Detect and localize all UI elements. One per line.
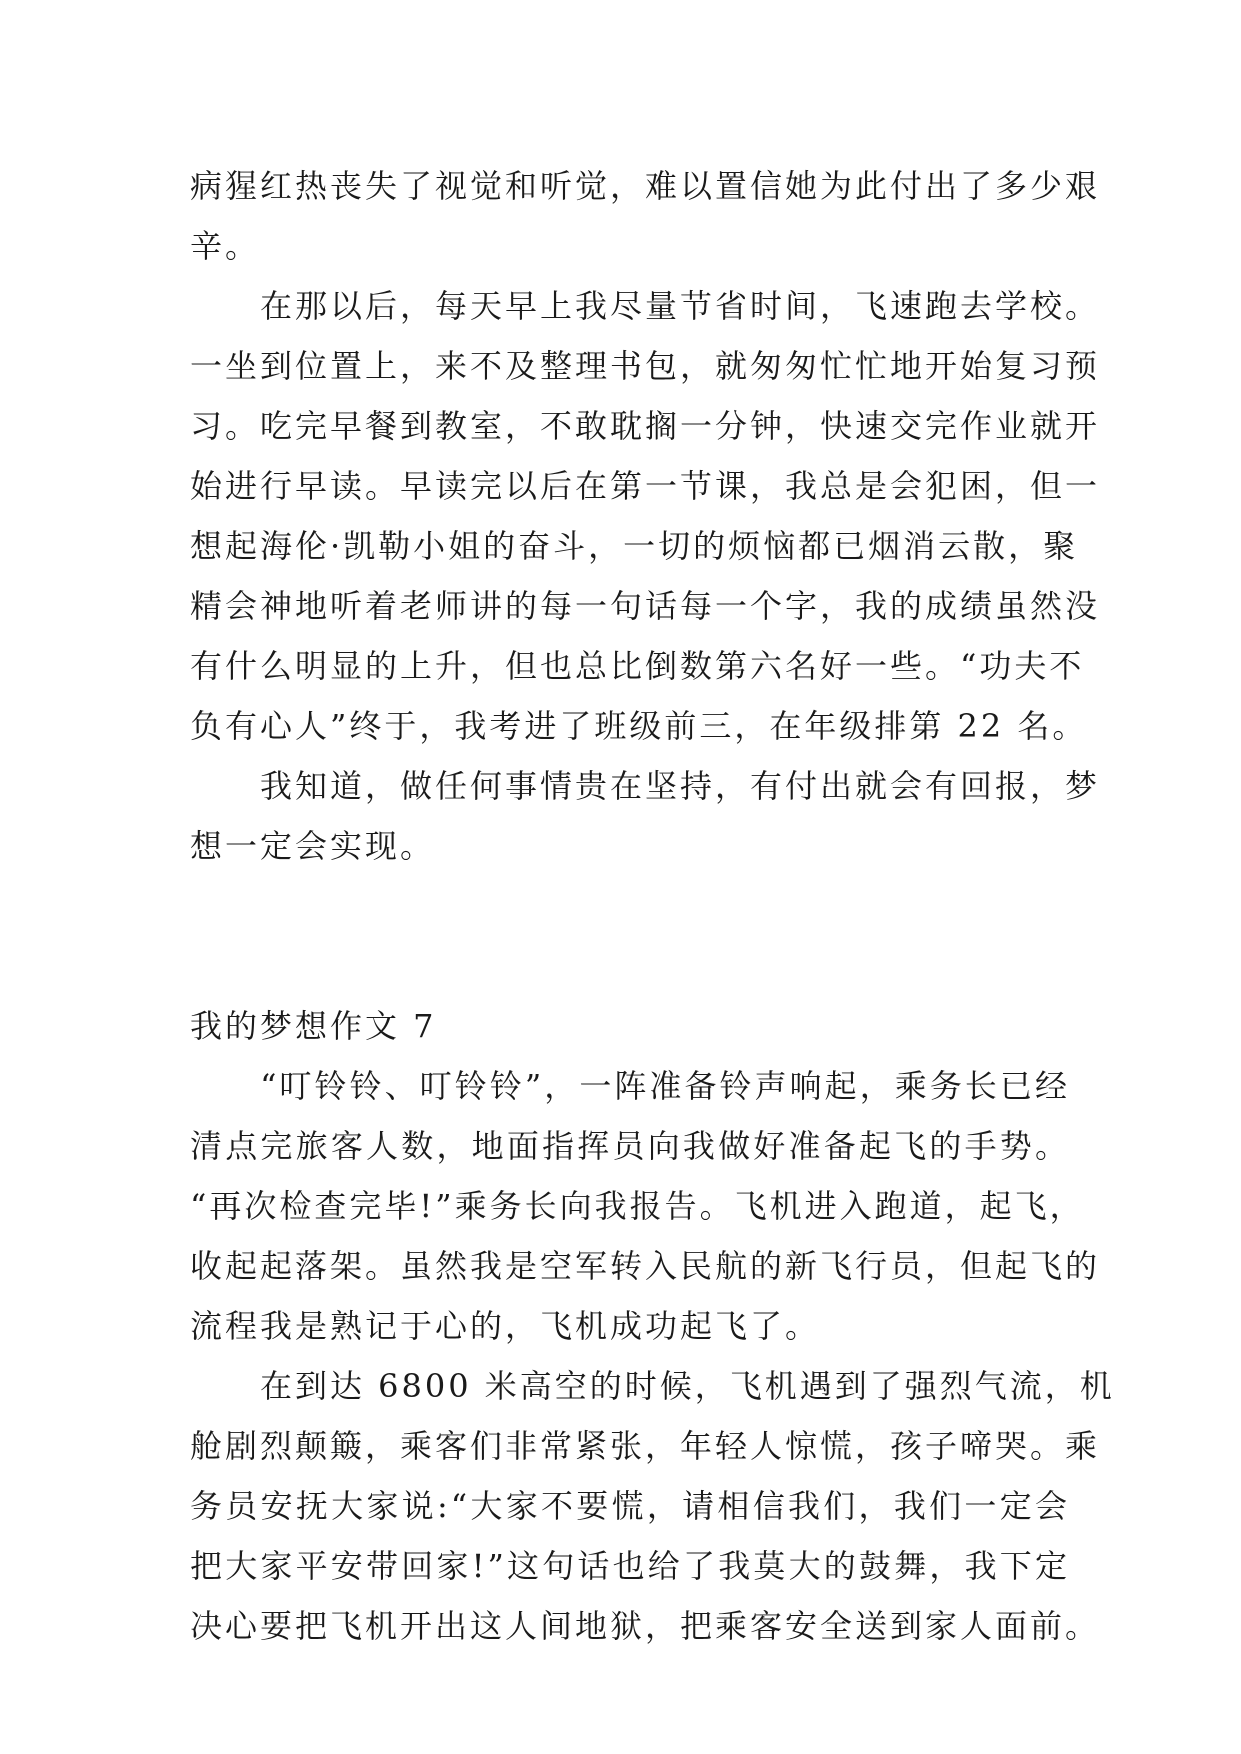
text-line: “再次检查完毕!”乘务长向我报告。飞机进入跑道，起飞， (190, 1187, 1085, 1225)
text-line: 流程我是熟记于心的，飞机成功起飞了。 (190, 1307, 821, 1345)
text-line: 把大家平安带回家!”这句话也给了我莫大的鼓舞，我下定 (190, 1547, 1070, 1585)
text-line: 精会神地听着老师讲的每一句话每一个字，我的成绩虽然没 (190, 587, 1101, 625)
text-line: 在到达 6800 米高空的时候，飞机遇到了强烈气流，机 (190, 1367, 1115, 1405)
paragraph (190, 756, 1101, 876)
text-line: 清点完旅客人数，地面指挥员向我做好准备起飞的手势。 (190, 1127, 1070, 1165)
text-line: 辛。 (190, 227, 261, 265)
text-line: 病猩红热丧失了视觉和听觉，难以置信她为此付出了多少艰 (190, 167, 1101, 205)
text-line: “叮铃铃、叮铃铃”，一阵准备铃声响起，乘务长已经 (190, 1067, 1070, 1105)
text-line: 负有心人”终于，我考进了班级前三，在年级排第 22 名。 (190, 707, 1088, 745)
text-line: 想一定会实现。 (190, 827, 436, 865)
text-line: 在那以后，每天早上我尽量节省时间，飞速跑去学校。 (190, 287, 1101, 325)
text-line: 有什么明显的上升，但也总比倒数第六名好一些。“功夫不 (190, 647, 1085, 685)
section-gap (190, 876, 1070, 996)
paragraph (190, 1356, 1115, 1656)
document-body (190, 156, 1115, 1656)
text-line: 收起起落架。虽然我是空军转入民航的新飞行员，但起飞的 (190, 1247, 1101, 1285)
section-heading: 我的梦想作文 7 (190, 1007, 437, 1045)
paragraph (190, 1056, 1101, 1356)
text-line: 始进行早读。早读完以后在第一节课，我总是会犯困，但一 (190, 467, 1101, 505)
text-line: 务员安抚大家说:“大家不要慌，请相信我们，我们一定会 (190, 1487, 1070, 1525)
paragraph (190, 156, 1101, 276)
text-line: 舱剧烈颠簸，乘客们非常紧张，年轻人惊慌，孩子啼哭。乘 (190, 1427, 1101, 1465)
text-line: 习。吃完早餐到教室，不敢耽搁一分钟，快速交完作业就开 (190, 407, 1101, 445)
paragraph (190, 276, 1101, 756)
text-line: 一坐到位置上，来不及整理书包，就匆匆忙忙地开始复习预 (190, 347, 1101, 385)
text-line: 决心要把飞机开出这人间地狱，把乘客安全送到家人面前。 (190, 1607, 1101, 1645)
text-line: 想起海伦·凯勒小姐的奋斗，一切的烦恼都已烟消云散，聚 (190, 527, 1079, 565)
text-line: 我知道，做任何事情贵在坚持，有付出就会有回报，梦 (190, 767, 1101, 805)
